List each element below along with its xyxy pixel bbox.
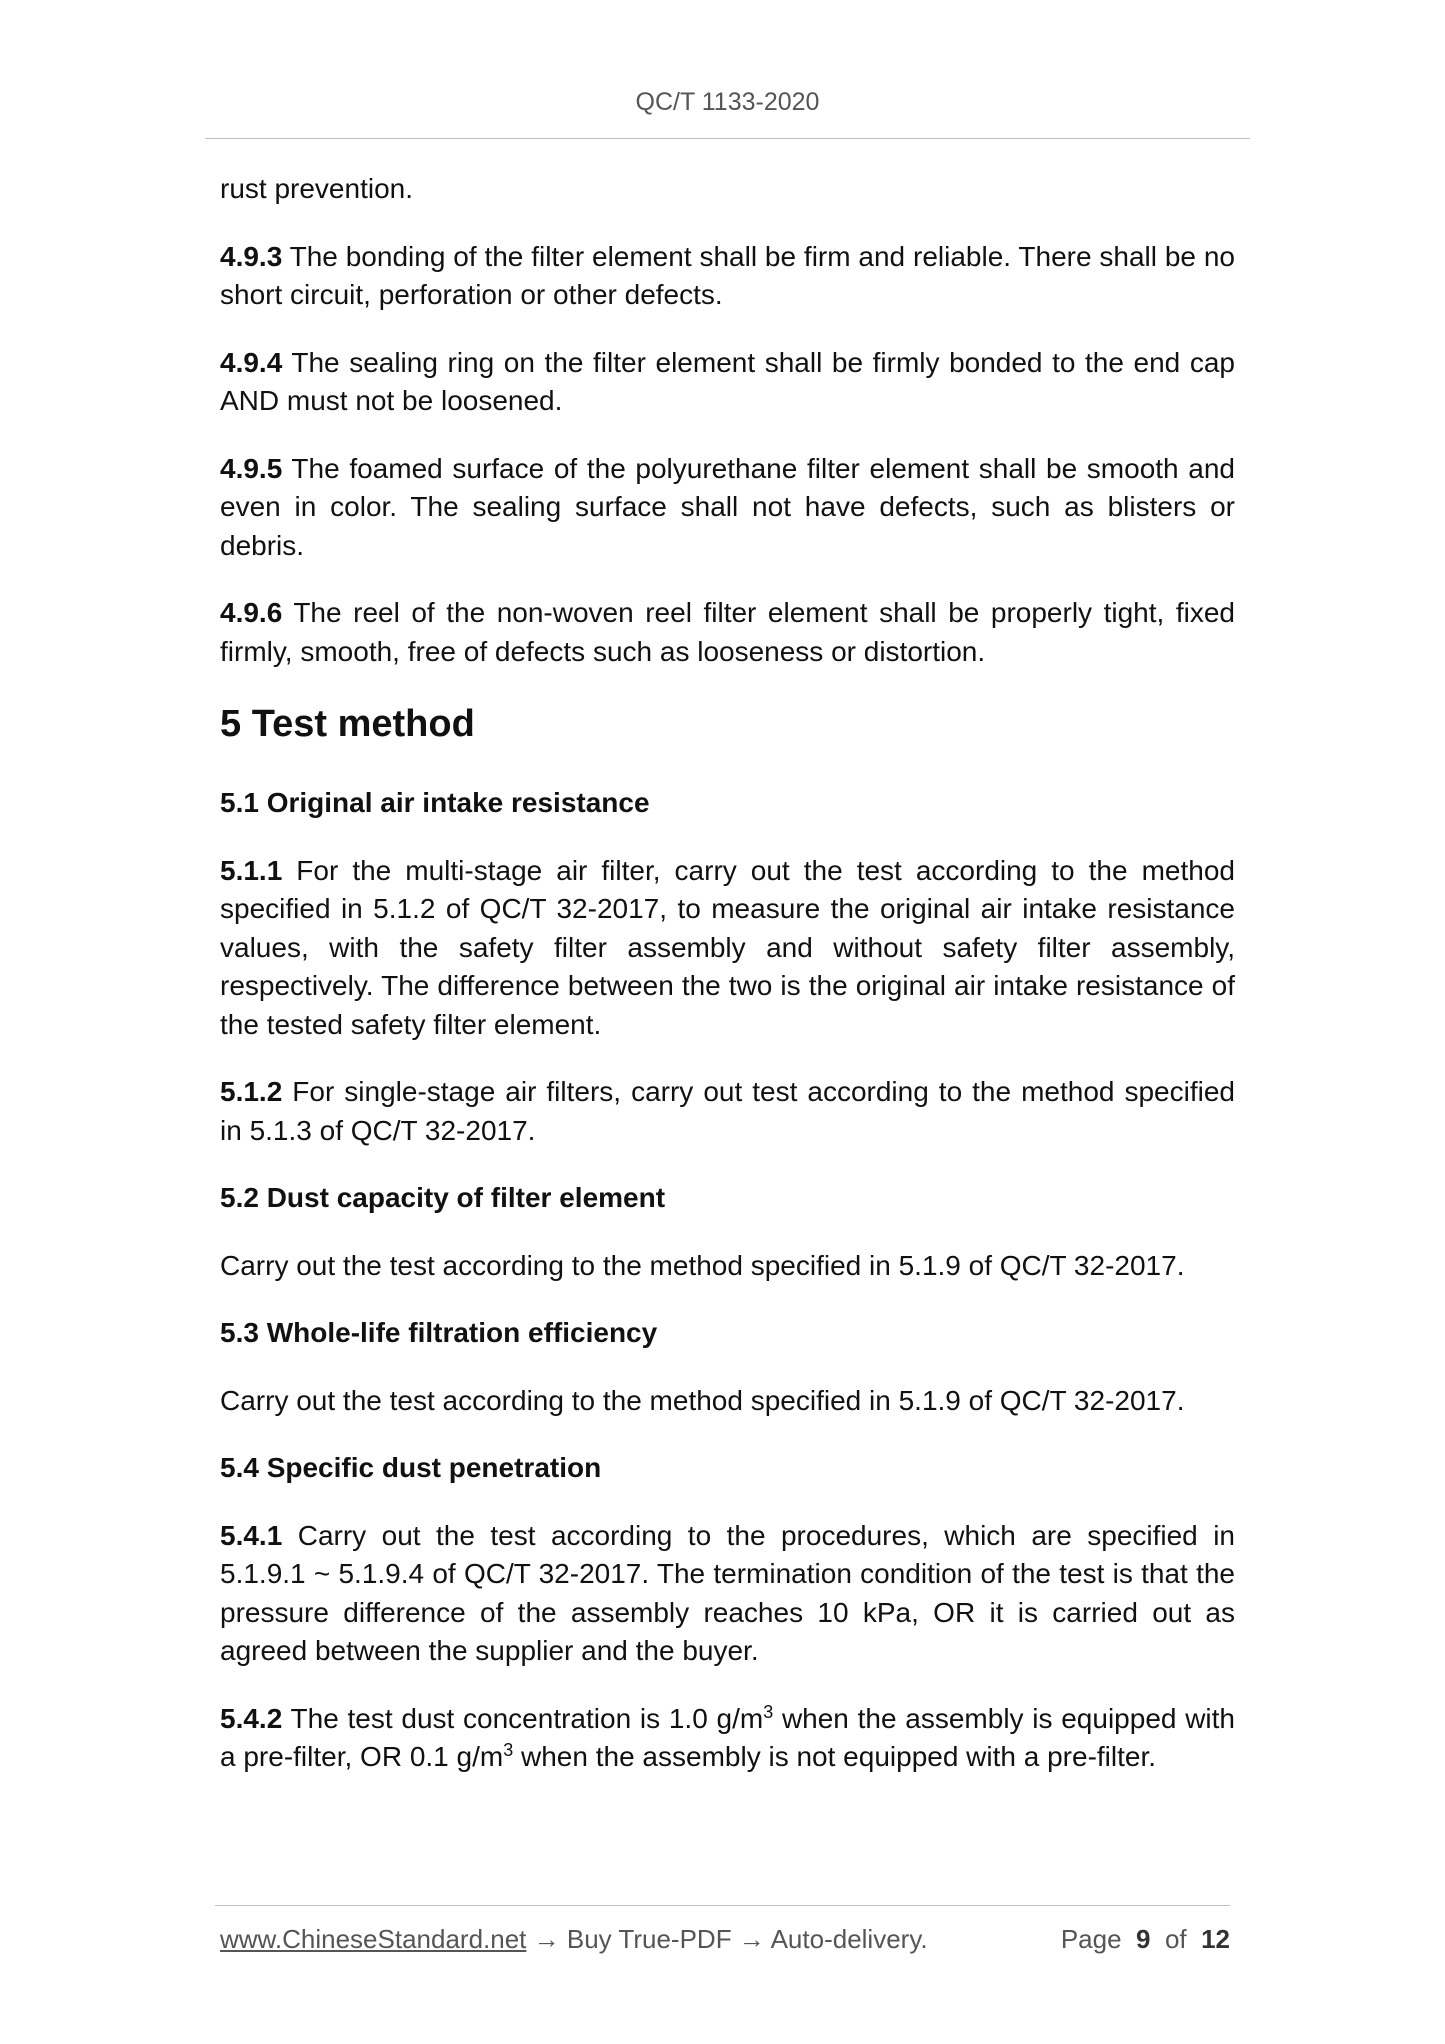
delivery-text: Auto-delivery. [764,1924,928,1954]
clause-number: 5.1.2 [220,1076,283,1107]
clause-number: 5.4.1 [220,1519,283,1551]
clause-number: 4.9.3 [220,240,283,272]
section-5-2-text: Carry out the test according to the method specified in 5.1.9 of QC/T 32-2017. [220,1249,1185,1281]
clause-text: when the assembly is equipped with a pre-filter, OR 0.1 g/m [220,1702,1235,1772]
clause-5-1-2 [220,1073,1235,1150]
clause-number: 5.4.2 [220,1702,283,1734]
arrow-right-icon: → [533,1924,560,1954]
continued-paragraph: rust prevention. [220,173,413,204]
clause-text: For the multi-stage air filter, carry out the test according to the method specified in 5.1.2 of QC/T 32-2017, to measure the original air intake resistance values, with the safety filter assembly and without safety filter assembly, respectively. The difference between the two is the original air intake resistance of the tested safety filter element. [220,854,1235,1040]
superscript: 3 [503,1740,514,1760]
section-5-3-text: Carry out the test according to the method specified in 5.1.9 of QC/T 32-2017. [220,1384,1185,1416]
header-divider [205,138,1250,139]
clause-text: Carry out the test according to the procedures, which are specified in 5.1.9.1 ~ 5.1.9.4 of QC/T 32-2017. The termination condition of the test is that the pressure difference of the assembly reaches 10 kPa, OR it is carried out as agreed between the supplier and the buyer. [220,1519,1235,1666]
clause-number: 4.9.6 [220,597,283,628]
arrow-right-icon: → [738,1924,765,1954]
section-heading-5-1: 5.1 Original air intake resistance [220,787,650,818]
footer-divider [215,1905,1230,1906]
chapter-heading: 5 Test method [220,703,475,745]
clause-number: 4.9.4 [220,346,283,378]
clause-text: when the assembly is not equipped with a pre-filter. [513,1741,1157,1772]
clause-5-4-1 [220,1517,1235,1671]
of-word: of [1164,1924,1187,1954]
section-heading-5-2: 5.2 Dust capacity of filter element [220,1182,666,1213]
clause-text: The reel of the non-woven reel filter element shall be properly tight, fixed firmly, smooth, free of defects such as looseness or distortion. [220,597,1235,667]
website-link[interactable]: www.ChineseStandard.net [220,1924,527,1954]
clause-number: 4.9.5 [220,452,283,484]
clause-4-9-6 [220,594,1235,671]
clause-text: The sealing ring on the filter element shall be firmly bonded to the end cap AND must not be loosened. [220,346,1235,416]
page-indicator [1061,1924,1230,1955]
clause-text: The test dust concentration is 1.0 g/m [282,1702,764,1734]
page-number: 9 [1136,1924,1151,1954]
clause-text: The bonding of the filter element shall be firm and reliable. There shall be no short circuit, perforation or other defects. [220,240,1235,310]
document-code-header: QC/T 1133-2020 [635,88,820,116]
clause-4-9-4 [220,344,1235,421]
buy-text: Buy True-PDF [559,1924,739,1954]
section-heading-5-4: 5.4 Specific dust penetration [220,1452,602,1483]
clause-5-4-2 [220,1700,1235,1777]
page-total: 12 [1201,1924,1230,1954]
clause-5-1-1 [220,852,1235,1045]
clause-4-9-3 [220,238,1235,315]
clause-text: The foamed surface of the polyurethane filter element shall be smooth and even in color. The sealing surface shall not have defects, such as blisters or debris. [220,452,1235,561]
section-heading-5-3: 5.3 Whole-life filtration efficiency [220,1317,658,1348]
page-footer [220,1924,1230,1955]
superscript: 3 [763,1701,774,1722]
clause-number: 5.1.1 [220,854,283,886]
page-content [220,170,1235,1806]
clause-text: For single-stage air filters, carry out test according to the method specified in 5.1.3 of QC/T 32-2017. [220,1076,1235,1146]
page-word: Page [1060,1924,1122,1954]
clause-4-9-5 [220,450,1235,566]
